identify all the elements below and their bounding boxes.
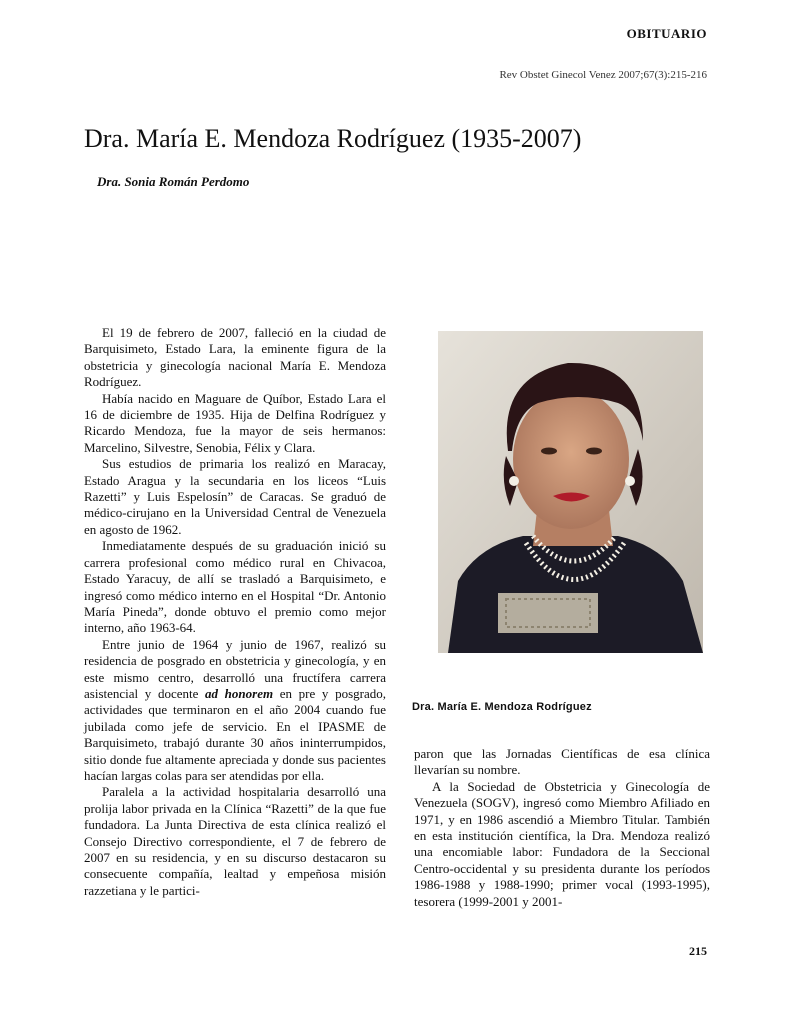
photo-caption: Dra. María E. Mendoza Rodríguez (412, 701, 592, 713)
latin-emphasis: ad honorem (205, 685, 274, 701)
article-author: Dra. Sonia Román Perdomo (97, 174, 250, 189)
paragraph: El 19 de febrero de 2007, falleció en la ciudad de Barquisimeto, Estado Lara, la eminente figura de la obstetricia y ginecología nacional María E. Mendoza Rodríguez. (84, 325, 386, 390)
body-column-right (414, 746, 710, 910)
paragraph: Sus estudios de primaria los realizó en Maracay, Estado Aragua y la secundaria en los liceos “Luis Razetti” y Luis Espelosín” de Caracas. Se graduó de médico-cirujano en la Universidad Central de Venezuela en agosto de 1962. (84, 456, 386, 537)
portrait-photo (438, 331, 703, 653)
paragraph (84, 637, 386, 785)
paragraph: Inmediatamente después de su graduación inició su carrera profesional como médico rural en Chivacoa, Estado Yaracuy, de allí se trasladó a Barquisimeto, e ingresó como médico interno en el Hospital “Dr. Antonio María Pineda”, donde obtuvo el premio como mejor interno, año 1963-64. (84, 538, 386, 636)
journal-citation: Rev Obstet Ginecol Venez 2007;67(3):215-216 (499, 69, 707, 81)
paragraph: Había nacido en Maguare de Quíbor, Estado Lara el 16 de diciembre de 1935. Hija de Delfina Rodríguez y Ricardo Mendoza, fue la mayor de seis hermanos: Marcelino, Silvestre, Senobia, Félix y Clara. (84, 390, 386, 455)
article-title: Dra. María E. Mendoza Rodríguez (1935-2007) (84, 124, 582, 153)
section-label: OBITUARIO (626, 26, 707, 41)
paragraph: Paralela a la actividad hospitalaria desarrolló una prolija labor privada en la Clínica “Razetti” de la que fue fundadora. La Junta Directiva de esta clínica realizó el Consejo Directivo correspondiente, el 7 de febrero de 2007 en su residencia, y en su discurso destacaron su consecuente compañía, lealtad y empeñosa misión razzetiana y le partici- (84, 784, 386, 898)
body-column-left (84, 325, 386, 899)
paragraph: paron que las Jornadas Científicas de esa clínica llevarían su nombre. (414, 746, 710, 778)
paragraph-text: en pre y posgrado, actividades que terminaron en el año 2004 cuando fue jubilada como jefe de servicio. En el IPASME de Barquisimeto, trabajó durante 30 años ininterrumpidos, sitio donde fue altamente apreciada y donde sus pacientes hacían largas colas para ser atendidas por ella. (84, 685, 386, 783)
paragraph-text: Entre junio de 1964 y junio de 1967, realizó su residencia de posgrado en obstetricia y ginecología, y en este mismo centro, desarrolló una fructífera carrera asistencial y docente (84, 636, 386, 701)
page-number: 215 (689, 944, 707, 958)
paragraph: A la Sociedad de Obstetricia y Ginecología de Venezuela (SOGV), ingresó como Miembro Afiliado en 1971, y en 1986 ascendió a Miembro Titular. También en esta institución científica, la Dra. Mendoza realizó una encomiable labor: Fundadora de la Seccional Centro-occidental y su presidenta durante los períodos 1986-1988 y 1988-1990; primer vocal (1993-1995), tesorera (1999-2001 y 2001- (414, 778, 710, 909)
portrait-illustration (438, 331, 703, 653)
